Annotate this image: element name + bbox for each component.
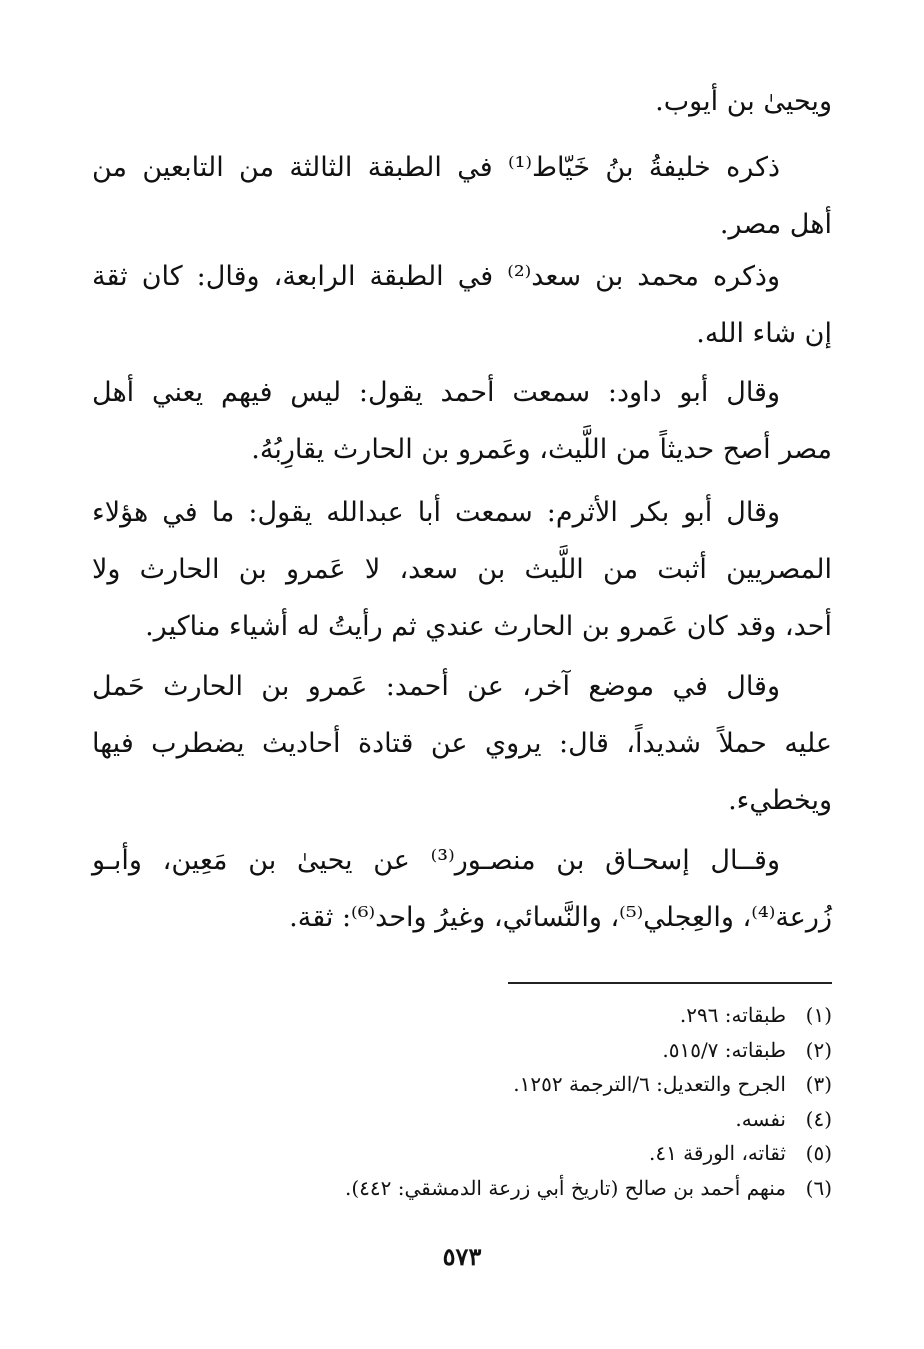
text-line: ويخطيء. [728,785,832,816]
text-line: ذكره خليفةُ بنُ خَيّاط⁽¹⁾ في الطبقة الثالثة من التابعين من [92,152,780,183]
text-line: زُرعة⁽⁴⁾، والعِجلي⁽⁵⁾، والنَّسائي، وغيرُ واحد⁽⁶⁾: ثقة. [289,902,832,933]
paragraph-2 [92,139,832,253]
footnote-number: (٢) [805,1037,832,1062]
text-line: وقال في موضع آخر، عن أحمد: عَمرو بن الحارث حَمل [92,671,780,702]
footnote-text: الجرح والتعديل: ٦/الترجمة ١٢٥٢. [513,1072,786,1096]
footnote-number: (٤) [805,1106,832,1131]
footnote-text: منهم أحمد بن صالح (تاريخ أبي زرعة الدمشقي: ٤٤٢). [345,1175,786,1200]
footnote-number: (٦) [805,1175,832,1200]
footnote-number: (١) [805,1003,832,1027]
text-line: وذكره محمد بن سعد⁽²⁾ في الطبقة الرابعة، وقال: كان ثقة [92,261,780,292]
paragraph-3 [92,248,832,362]
footnote-text: ثقاته، الورقة ٤١. [648,1141,786,1165]
text-line: وقال أبو داود: سمعت أحمد يقول: ليس فيهم يعني أهل [92,377,780,408]
text-line: المصريين أثبت من اللَّيث بن سعد، لا عَمرو بن الحارث ولا [92,554,832,585]
paragraph-6 [92,658,832,829]
text-line: أحد، وقد كان عَمرو بن الحارث عندي ثم رأيتُ له أشياء مناكير. [145,611,832,642]
footnote-1 [132,998,832,1033]
paragraph-1 [92,73,832,130]
text-line: ويحيىٰ بن أيوب. [655,86,832,117]
text-line: عليه حملاً شديداً، قال: يروي عن قتادة أحاديث يضطرب فيها [92,728,832,759]
footnote-4 [132,1102,832,1137]
page-number: ٥٧٣ [442,1242,482,1271]
footnote-text: طبقاته: ٢٩٦. [679,1003,786,1027]
footnote-number: (٥) [805,1141,832,1165]
footnote-text: طبقاته: ٥١٥/٧. [662,1037,786,1062]
footnote-separator [508,982,832,984]
footnote-number: (٣) [805,1072,832,1096]
text-line: وقال أبو بكر الأثرم: سمعت أبا عبدالله يقول: ما في هؤلاء [92,497,780,528]
footnotes [132,998,832,1205]
footnote-2 [132,1033,832,1068]
text-line: مصر أصح حديثاً من اللَّيث، وعَمرو بن الحارث يقارِبُهُ. [251,434,832,465]
paragraph-5 [92,484,832,655]
paragraph-4 [92,364,832,478]
text-line: إن شاء الله. [696,318,832,349]
text-line: وقــال إسحـاق بن منصـور⁽³⁾ عن يحيىٰ بن مَعِين، وأبـو [92,845,781,876]
footnote-6 [132,1171,832,1206]
paragraph-7 [92,832,832,946]
footnote-5 [132,1136,832,1171]
footnote-text: نفسه. [735,1106,786,1131]
footnote-3 [132,1067,832,1102]
text-line: أهل مصر. [719,209,832,240]
